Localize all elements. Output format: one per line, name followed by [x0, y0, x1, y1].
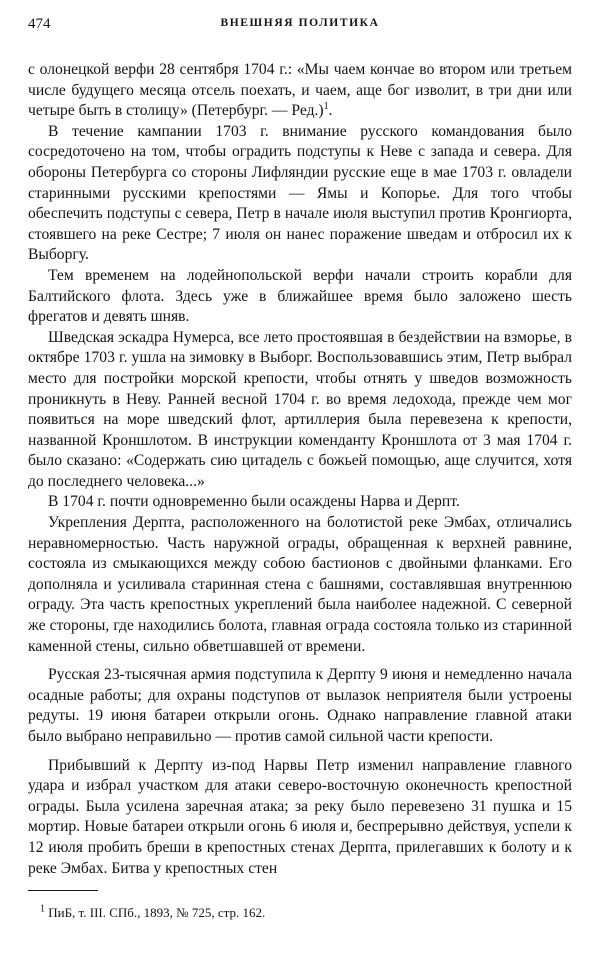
running-title: ВНЕШНЯЯ ПОЛИТИКА: [220, 17, 380, 29]
paragraph: В течение кампании 1703 г. внимание русского командования было сосредоточено на том, чтобы оградить подступы к Неве с запада и севера. Для обороны Петербурга со стороны Лифляндии русские еще в мае 1703 г. овладели старинными русскими крепостями — Ямы и Копорье. Для того чтобы обеспечить подступы с севера, Петр в начале июля выступил против Кронгиорта, стоявшего на реке Сестре; 7 июля он нанес поражение шведам и отбросил их к Выборгу.: [28, 122, 572, 264]
paragraph: Укрепления Дерпта, расположенного на болотистой реке Эмбах, отличались неравномерностью. Часть наружной ограды, обращенная к верхней равнине, состояла из смыкающихся между собою бастионов с двойными фланками. Его дополняла и усиливала старинная стена с башнями, составлявшая внутреннюю ограду. Эта часть крепостных укреплений была наиболее надежной. С северной же стороны, где находились болота, главная ограда состояла только из старинной каменной стены, сильно обветшавшей от времени.: [28, 514, 572, 655]
page-number: 474: [28, 16, 51, 32]
paragraph: В 1704 г. почти одновременно были осаждены Нарва и Дерпт.: [48, 493, 460, 511]
page-header: [28, 16, 572, 38]
paragraph: Тем временем на лодейнопольской верфи начали строить корабли для Балтийского флота. Здесь уже в ближайшее время было заложено шесть фрегатов и девять шняв.: [28, 266, 572, 326]
paragraph: с олонецкой верфи 28 сентября 1704 г.: «Мы чаем кончае во втором или третьем числе будущего месяца отсель поехать, и чаем, аще бог изволит, в три дни или четыре быть в столицу» (Петербург. — Ред.)$^1$.: [28, 61, 572, 120]
footnote-text: ПиБ, т. III. СПб., 1893, № 725, стр. 162.: [48, 905, 266, 920]
footnote-reference: 1: [323, 101, 329, 112]
footnote-marker: 1: [40, 903, 45, 915]
paragraph: Прибывший к Дерпту из-под Нарвы Петр изменил направление главного удара и избрал участком для атаки северо-восточную оконечность крепостной ограды. Была усилена заречная атака; за реку было перевезено 31 пушка и 15 мортир. Новые батареи открыли огонь 6 июля и, беспрерывно действуя, успели к 12 июля пробить бреши в крепостных стенах Дерпта, прилегавших к болоту и к реке Эмбах. Битва у крепостных стен: [28, 756, 572, 877]
body-text: [28, 60, 572, 879]
footnote: [40, 905, 265, 921]
paragraph: Шведская эскадра Нумерса, все лето простоявшая в бездействии на взморье, в октябре 1703 г. ушла на зимовку в Выборг. Воспользовавшись этим, Петр выбрал место для постройки морской крепости, чтобы отнять у шведов возможность проникнуть в Неву. Ранней весной 1704 г. во время ледохода, прежде чем мог появиться на море шведский флот, артиллерия была перевезена к крепости, названной Кроншлотом. В инструкции коменданту Кроншлота от 3 мая 1704 г. было сказано: «Содержать сию цитадель с божьей помощью, аще случится, хотя до последнего человека...»: [28, 328, 572, 490]
footnote-divider: [28, 890, 98, 891]
paragraph: Русская 23-тысячная армия подступила к Дерпту 9 июня и немедленно начала осадные работы; для охраны подступов от вылазок неприятеля были устроены редуты. 19 июня батареи открыли огонь. Однако направление главной атаки было выбрано неправильно — против самой сильной части крепости.: [28, 666, 572, 745]
